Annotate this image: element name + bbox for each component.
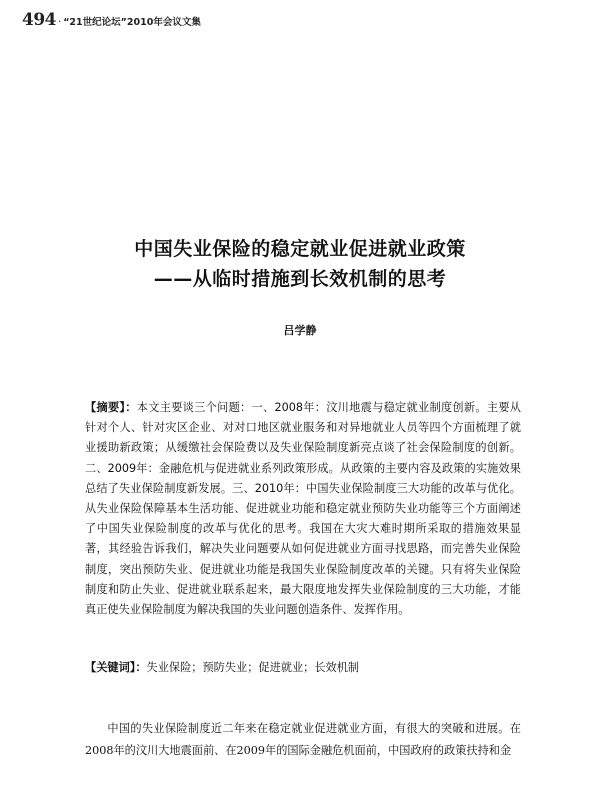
keywords-text: 失业保险；预防失业；促进就业；长效机制 <box>146 661 360 674</box>
abstract-label: 【摘要】： <box>85 401 137 414</box>
page-number: 494 <box>22 10 56 30</box>
keywords-label: 【关键词】： <box>85 661 147 674</box>
keywords <box>85 658 521 678</box>
abstract <box>85 398 521 620</box>
body-paragraph: 中国的失业保险制度近二年来在稳定就业促进就业方面，有很大的突破和进展。在2008年的汶川大地震面前、在2009年的国际金融危机面前，中国政府的政策扶持和金 <box>85 722 521 757</box>
paper-title: 中国失业保险的稳定就业促进就业政策 <box>134 238 466 260</box>
running-header <box>22 10 201 30</box>
author-name: 吕学静 <box>283 324 317 337</box>
abstract-text: 本文主要谈三个问题：一、2008年：汶川地震与稳定就业制度创新。主要从针对个人、针对灾区企业、对对口地区就业服务和对异地就业人员等四个方面梳理了就业援助新政策；从缓缴社会保险费以及失业保险制度新亮点谈了社会保险制度的创新。二、2009年：金融危机与促进就业系列政策形成。从政策的主要内容及政策的实施效果总结了失业保险制度新发展。三、2010年：中国失业保险制度三大功能的改革与优化。从失业保险保障基本生活功能、促进就业功能和稳定就业预防失业功能等三个方面阐述了中国失业保险制度的改革与优化的思考。我国在大灾大难时期所采取的措施效果显著，其经验告诉我们，解决失业问题要从如何促进就业方面寻找思路，而完善失业保险制度，突出预防失业、促进就业功能是我国失业保险制度改革的关键。只有将失业保险制度和防止失业、促进就业联系起来，最大限度地发挥失业保险制度的三大功能，才能真正使失业保险制度为解决我国的失业问题创造条件、发挥作用。 <box>85 401 521 617</box>
proceedings-title: “21世纪论坛”2010年会议文集 <box>63 17 201 28</box>
header-separator: · <box>58 17 62 28</box>
paper-subtitle: ——从临时措施到长效机制的思考 <box>153 268 447 290</box>
